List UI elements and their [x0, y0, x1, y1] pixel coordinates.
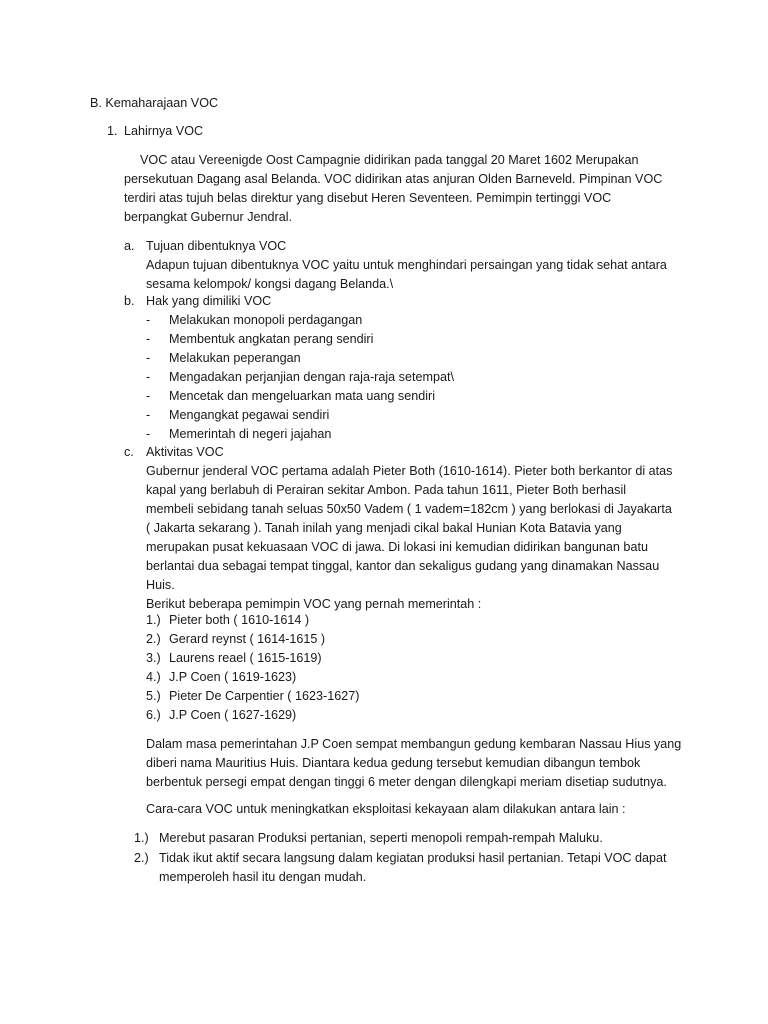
section-heading: B. Kemaharajaan VOC [90, 96, 219, 110]
leader-name: Laurens reael ( 1615-1619) [169, 651, 322, 665]
item-a-title: Tujuan dibentuknya VOC [146, 239, 287, 253]
bullet-dash: - [146, 332, 151, 346]
bullet-dash: - [146, 370, 151, 384]
item-c-line: ( Jakarta sekarang ). Tanah inilah yang menjadi cikal bakal Hunian Kota Batavia yang [146, 521, 622, 535]
bullet-dash: - [146, 389, 151, 403]
leader-number: 5.) [146, 689, 161, 703]
leader-name: Gerard reynst ( 1614-1615 ) [169, 632, 326, 646]
bullet-item: Memerintah di negeri jajahan [169, 427, 332, 441]
leaders-intro: Berikut beberapa pemimpin VOC yang pernah memerintah : [146, 597, 482, 611]
item-c-title: Aktivitas VOC [146, 445, 224, 459]
item-c-block [146, 443, 672, 614]
bullet-dash: - [146, 313, 151, 327]
leader-number: 4.) [146, 670, 161, 684]
coen-paragraph [146, 735, 681, 792]
item-b-marker: b. [124, 294, 135, 308]
exploit-item [159, 829, 603, 848]
item-b-title: Hak yang dimiliki VOC [146, 294, 272, 308]
exploit-line: Merebut pasaran Produksi pertanian, seperti menopoli rempah-rempah Maluku. [159, 831, 603, 845]
exploit-number: 1.) [134, 831, 149, 845]
leader-name: J.P Coen ( 1627-1629) [169, 708, 297, 722]
item-a-line: sesama kelompok/ kongsi dagang Belanda.\ [146, 277, 394, 291]
exploit-intro: Cara-cara VOC untuk meningkatkan eksploitasi kekayaan alam dilakukan antara lain : [146, 802, 626, 816]
bullet-dash: - [146, 427, 151, 441]
intro-paragraph [124, 151, 662, 227]
leader-number: 6.) [146, 708, 161, 722]
bullet-item: Mengadakan perjanjian dengan raja-raja setempat\ [169, 370, 454, 384]
item-c-line: membeli sebidang tanah seluas 50x50 Vadem ( 1 vadem=182cm ) yang berlokasi di Jayakarta [146, 502, 672, 516]
intro-line: VOC atau Vereenigde Oost Campagnie didirikan pada tanggal 20 Maret 1602 Merupakan [140, 153, 639, 167]
subsection-number: 1. [107, 124, 118, 138]
bullet-dash: - [146, 408, 151, 422]
bullet-item: Melakukan monopoli perdagangan [169, 313, 363, 327]
bullet-item: Mencetak dan mengeluarkan mata uang sendiri [169, 389, 436, 403]
leader-number: 1.) [146, 613, 161, 627]
exploit-line: Tidak ikut aktif secara langsung dalam kegiatan produksi hasil pertanian. Tetapi VOC dapat [159, 851, 667, 865]
intro-line: terdiri atas tujuh belas direktur yang disebut Heren Seventeen. Pemimpin tertinggi VOC [124, 191, 612, 205]
item-a-line: Adapun tujuan dibentuknya VOC yaitu untuk menghindari persaingan yang tidak sehat antara [146, 258, 667, 272]
coen-line: diberi nama Mauritius Huis. Diantara kedua gedung tersebut kemudian dibangun tembok [146, 756, 641, 770]
coen-line: Dalam masa pemerintahan J.P Coen sempat membangun gedung kembaran Nassau Hius yang [146, 737, 682, 751]
intro-line: berpangkat Gubernur Jendral. [124, 210, 293, 224]
item-c-line: Huis. [146, 578, 175, 592]
leader-name: Pieter De Carpentier ( 1623-1627) [169, 689, 360, 703]
bullet-dash: - [146, 351, 151, 365]
exploit-item [159, 849, 667, 887]
item-c-line: berlantai dua sebagai tempat tinggal, kantor dan sekaligus gudang yang dinamakan Nassau [146, 559, 660, 573]
item-c-line: merupakan pusat kekuasaan VOC di jawa. Di lokasi ini kemudian didirikan bangunan batu [146, 540, 648, 554]
subsection-title: Lahirnya VOC [124, 124, 204, 138]
exploit-number: 2.) [134, 851, 149, 865]
exploit-line: memperoleh hasil itu dengan mudah. [159, 870, 367, 884]
item-c-line: kapal yang berlabuh di Perairan sekitar Ambon. Pada tahun 1611, Pieter Both berhasil [146, 483, 627, 497]
bullet-item: Melakukan peperangan [169, 351, 301, 365]
leader-name: J.P Coen ( 1619-1623) [169, 670, 297, 684]
intro-line: persekutuan Dagang asal Belanda. VOC didirikan atas anjuran Olden Barneveld. Pimpinan VOC [124, 172, 663, 186]
item-c-line: Gubernur jenderal VOC pertama adalah Pieter Both (1610-1614). Pieter both berkantor di atas [146, 464, 673, 478]
leader-number: 3.) [146, 651, 161, 665]
item-c-marker: c. [124, 445, 134, 459]
coen-line: berbentuk persegi empat dengan tinggi 6 meter dengan dilengkapi meriam disetiap sudutnya. [146, 775, 667, 789]
leader-name: Pieter both ( 1610-1614 ) [169, 613, 310, 627]
bullet-item: Mengangkat pegawai sendiri [169, 408, 330, 422]
bullet-item: Membentuk angkatan perang sendiri [169, 332, 374, 346]
item-a-block [146, 237, 667, 294]
item-a-marker: a. [124, 239, 135, 253]
leader-number: 2.) [146, 632, 161, 646]
